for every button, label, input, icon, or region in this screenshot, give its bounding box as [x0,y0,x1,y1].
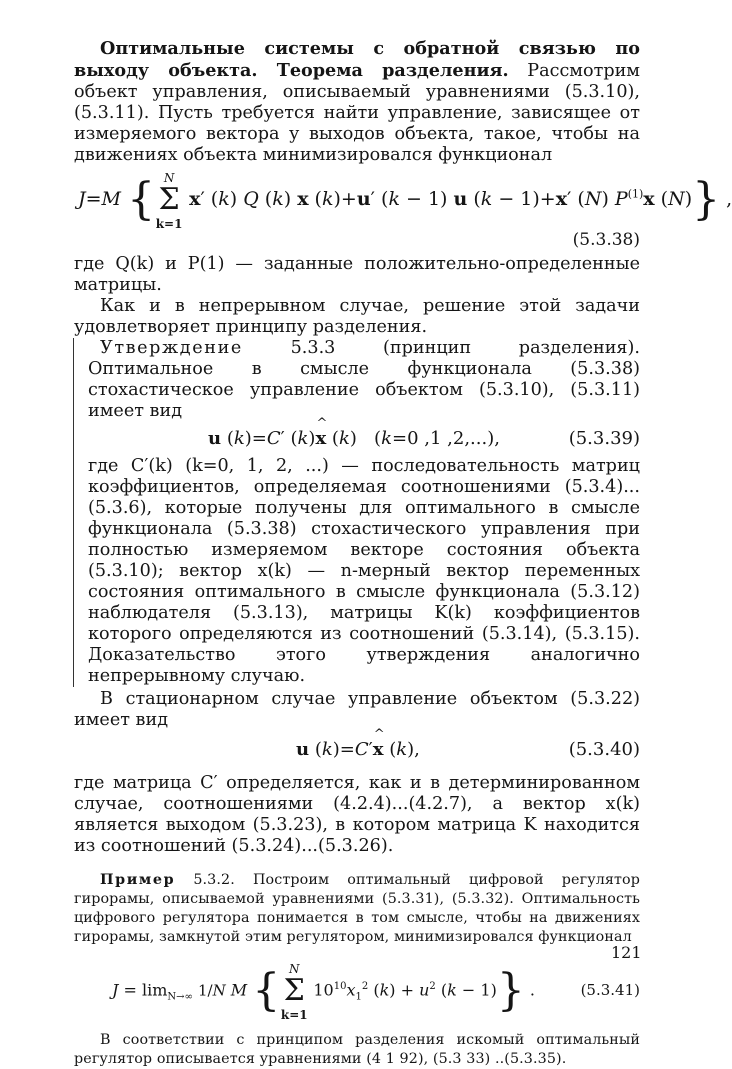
statement-block [73,338,640,687]
page-number: 121 [611,943,642,962]
equation-body: u (k)=C′ (k)^ x (k) (k=0 ,1 ,2,...), [208,428,500,449]
equation-5-3-40 [74,731,640,773]
equation-number: (5.3.41) [580,981,640,999]
equation-number: (5.3.39) [568,428,640,449]
equation-5-3-41 [74,957,640,1029]
continuous-paragraph: Как и в непрерывном случае, решение этой задачи удовлетворяет принципу разделения. [74,296,640,337]
stationary-paragraph: В стационарном случае управление объектом (5.3.22) имеет вид [74,689,640,730]
statement-intro [88,338,640,422]
section-heading: Оптимальные системы с обратной связью по выходу объекта. Теорема разделения. [74,38,640,81]
equation-number: (5.3.38) [572,230,640,250]
equation-body: $J = \lim_{N\to\infty} 1/N$ M { N Σ k=1 $10^{10}x_1^2$ $(k) + u^2$ (k − 1)} . [112,962,535,1022]
equation-body: u (k)=C′^ x (k), [296,739,420,760]
example-paragraph [74,871,640,947]
equation-5-3-38 [74,171,732,252]
intro-paragraph [74,38,640,166]
equation-5-3-39 [88,422,640,450]
intro-text: Рассмотрим объект управления, описываемый уравнениями (5.3.10), (5.3.11). Пусть требуется найти управление, зависящее от измеряемого вектора y выходов объекта, такое, чтобы на движениях объекта минимизировался функционал [74,61,640,165]
equation-number: (5.3.40) [568,739,640,760]
matrices-paragraph: где Q(k) и P(1) — заданные положительно-определенные матрицы. [74,254,640,295]
final-paragraph: В соответствии с принципом разделения искомый оптимальный регулятор описывается уравнениями (4 1 92), (5.3 33) ..(5.3.35). [74,1032,640,1067]
example-text: 5.3.2. Построим оптимальный цифровой регулятор гирорамы, описываемой уравнениями (5.3.31), (5.3.32). Оптимальность цифрового регулятора понимается в том смысле, чтобы на движениях гирорамы, замкнутой этим регулятором, минимизировался функционал [74,872,640,945]
example-label: Пример [100,872,176,888]
statement-body: где C′(k) (k=0, 1, 2, ...) — последовательность матриц коэффициентов, определяемая соотношениями (5.3.4)...(5.3.6), которые получены для оптимального в смысле функционала (5.3.38) стохастического управления при полностью измеряемом векторе состояния объекта (5.3.10); вектор x(k) — n-мерный вектор переменных состояния оптимального в смысле функционала (5.3.12) наблюдателя (5.3.13), матрицы K(k) коэффициентов которого определяются из соотношений (5.3.14), (5.3.15). Доказательство этого утверждения аналогично непрерывному случаю. [88,456,640,686]
page-content [74,38,732,1069]
statement-text: 5.3.3 (принцип разделения). Оптимальное в смысле функционала (5.3.38) стохастическое управление объектом (5.3.10), (5.3.11) имеет вид [88,338,640,421]
statement-label: Утверждение [100,338,243,358]
matrix-c-paragraph: где матрица C′ определяется, как и в детерминированном случае, соотношениями (4.2.4)...(4.2.7), а вектор x(k) является выходом (5.3.23), в котором матрица K находится из соотношений (5.3.24)...(5.3.26). [74,773,640,856]
equation-body: J=M { N Σ k=1 x′ (k) Q (k) x (k)+u′ (k − 1) u (k − 1)+x′ (N) $P^{(1)}x$ (N)} , [78,171,732,231]
